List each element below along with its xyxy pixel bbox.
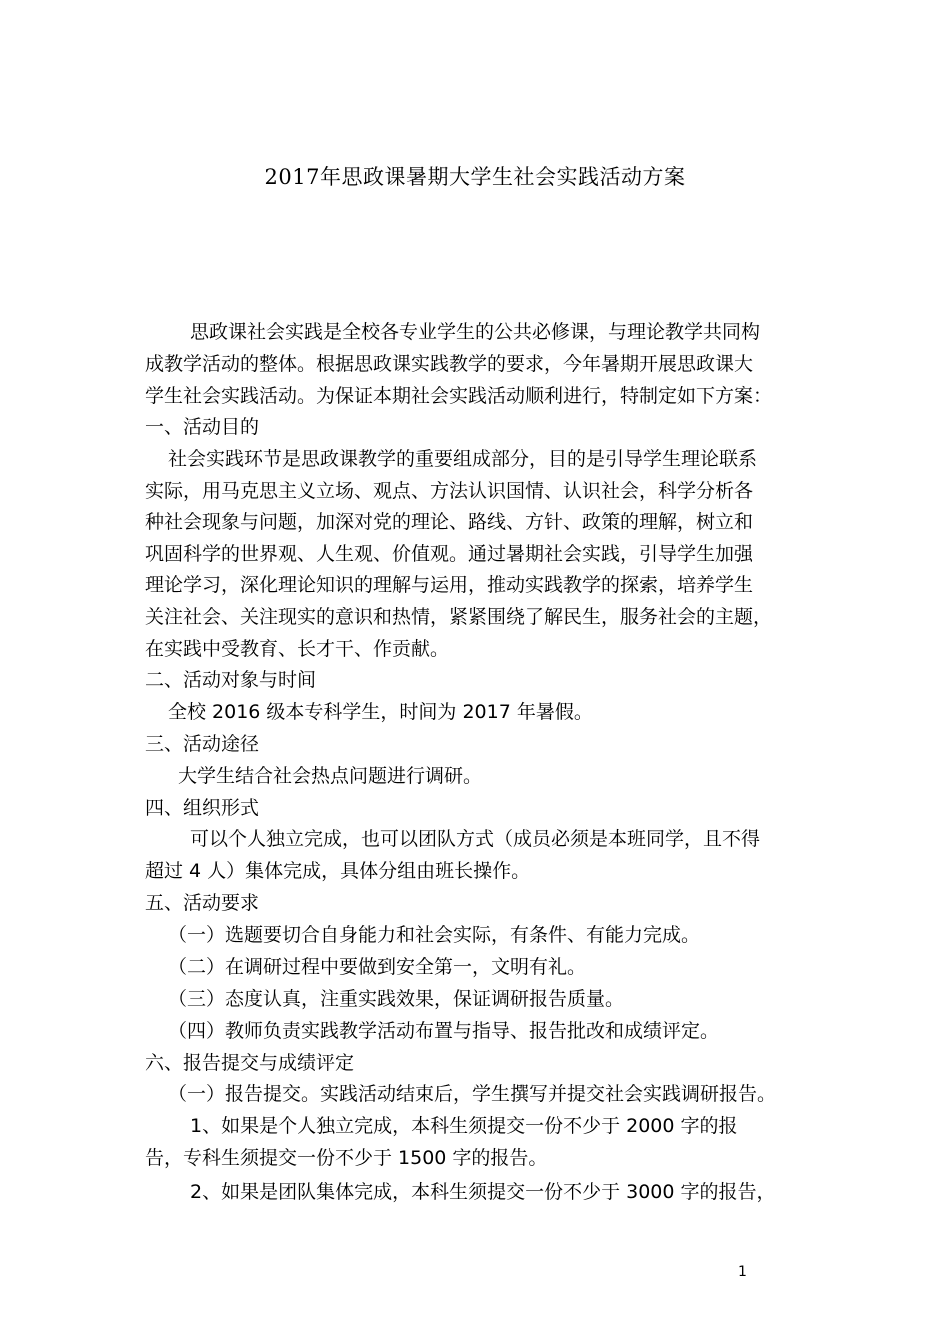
purpose-line-1: 社会实践环节是思政课教学的重要组成部分，目的是引导学生理论联系 (168, 448, 758, 470)
report-rule-1-line-2: 告，专科生须提交一份不少于 1500 字的报告。 (145, 1147, 548, 1169)
requirement-item-2: （二）在调研过程中要做到安全第一，文明有礼。 (168, 956, 587, 978)
report-rule-1-line-1: 1、如果是个人独立完成，本科生须提交一份不少于 2000 字的报 (190, 1115, 738, 1137)
page-number: 1 (738, 1264, 747, 1280)
document-title: 2017年思政课暑期大学生社会实践活动方案 (264, 165, 686, 189)
report-rule-2-line-1: 2、如果是团队集体完成，本科生须提交一份不少于 3000 字的报告， (190, 1181, 776, 1203)
purpose-line-6: 关注社会、关注现实的意识和热情，紧紧围绕了解民生，服务社会的主题， (145, 606, 773, 628)
purpose-line-4: 巩固科学的世界观、人生观、价值观。通过暑期社会实践，引导学生加强 (145, 543, 754, 565)
section-heading-report: 六、报告提交与成绩评定 (145, 1052, 355, 1074)
section-heading-approach: 三、活动途径 (145, 733, 260, 755)
report-submission-line: （一）报告提交。实践活动结束后，学生撰写并提交社会实践调研报告。 (168, 1083, 777, 1105)
organization-line-1: 可以个人独立完成，也可以团队方式（成员必须是本班同学，且不得 (190, 828, 761, 850)
section-heading-purpose: 一、活动目的 (145, 416, 260, 438)
paragraph-intro-line-2: 成教学活动的整体。根据思政课实践教学的要求，今年暑期开展思政课大 (145, 353, 754, 375)
purpose-line-2: 实际，用马克思主义立场、观点、方法认识国情、认识社会，科学分析各 (145, 480, 754, 502)
section-heading-target-time: 二、活动对象与时间 (145, 669, 317, 691)
requirement-item-3: （三）态度认真，注重实践效果，保证调研报告质量。 (168, 988, 625, 1010)
requirement-item-4: （四）教师负责实践教学活动布置与指导、报告批改和成绩评定。 (168, 1020, 720, 1042)
paragraph-intro-line-1: 思政课社会实践是全校各专业学生的公共必修课，与理论教学共同构 (190, 321, 761, 343)
target-time-line: 全校 2016 级本专科学生，时间为 2017 年暑假。 (168, 701, 593, 723)
section-heading-organization: 四、组织形式 (145, 797, 260, 819)
approach-line: 大学生结合社会热点问题进行调研。 (178, 765, 483, 787)
paragraph-intro-line-3: 学生社会实践活动。为保证本期社会实践活动顺利进行，特制定如下方案： (145, 385, 773, 407)
purpose-line-3: 种社会现象与问题，加深对党的理论、路线、方针、政策的理解，树立和 (145, 511, 754, 533)
purpose-line-7: 在实践中受教育、长才干、作贡献。 (145, 638, 450, 660)
requirement-item-1: （一）选题要切合自身能力和社会实际，有条件、有能力完成。 (168, 924, 701, 946)
purpose-line-5: 理论学习，深化理论知识的理解与运用，推动实践教学的探索，培养学生 (145, 574, 754, 596)
organization-line-2: 超过 4 人）集体完成，具体分组由班长操作。 (145, 860, 531, 882)
section-heading-requirements: 五、活动要求 (145, 892, 260, 914)
